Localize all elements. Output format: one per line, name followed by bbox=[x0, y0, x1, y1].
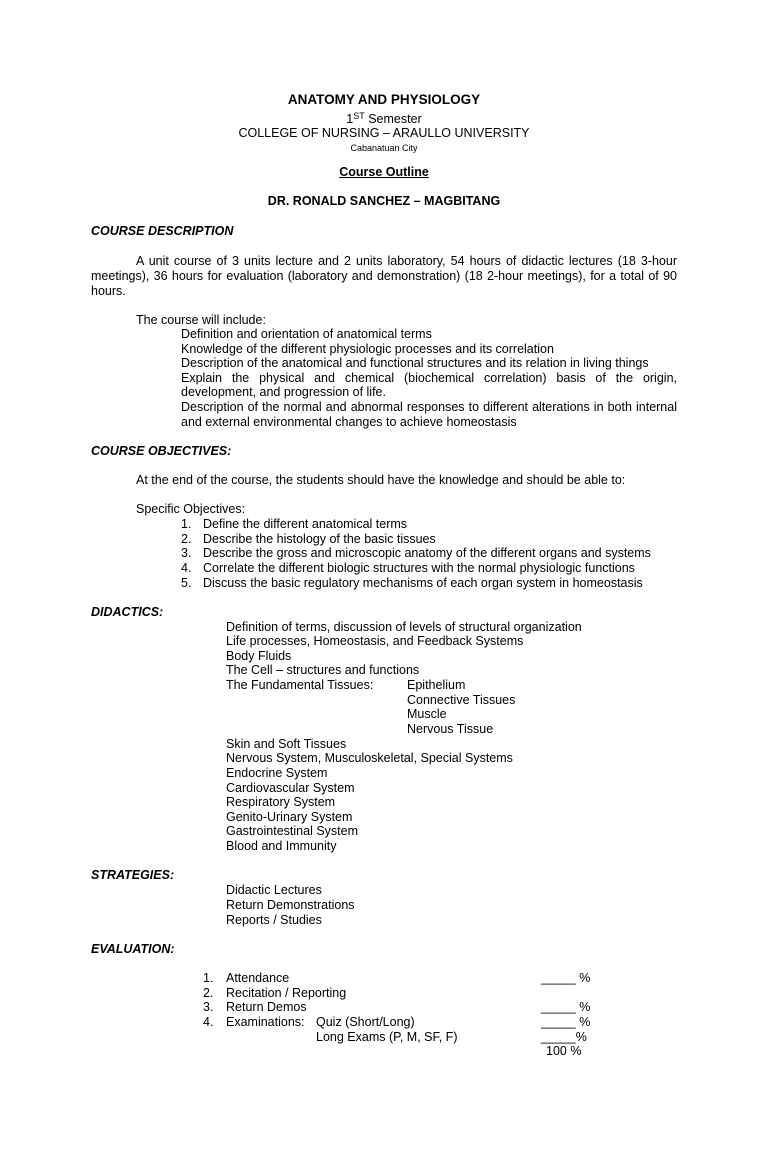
include-item: Explain the physical and chemical (biochemical correlation) basis of the origin, bbox=[181, 371, 677, 385]
objective-number: 1. bbox=[181, 517, 192, 531]
course-title: ANATOMY AND PHYSIOLOGY bbox=[287, 92, 481, 107]
semester-word: Semester bbox=[368, 112, 422, 126]
quiz-label: Quiz (Short/Long) bbox=[316, 1015, 415, 1029]
evaluation-text: Return Demos bbox=[226, 1000, 307, 1014]
tissue-item: Nervous Tissue bbox=[407, 722, 494, 736]
college-name: COLLEGE OF NURSING – ARAULLO UNIVERSITY bbox=[238, 126, 530, 140]
objective-text: Define the different anatomical terms bbox=[203, 517, 408, 531]
strategy-item: Didactic Lectures bbox=[226, 883, 322, 897]
evaluation-blank: _____% bbox=[541, 1030, 587, 1044]
didactics-item: The Cell – structures and functions bbox=[226, 663, 420, 677]
fundamental-tissues-label: The Fundamental Tissues: bbox=[226, 678, 374, 692]
objective-text: Correlate the different biologic structures with the normal physiologic functions bbox=[203, 561, 635, 575]
objective-text: Discuss the basic regulatory mechanisms of each organ system in homeostasis bbox=[203, 576, 643, 590]
objective-number: 2. bbox=[181, 532, 192, 546]
semester-number: 1 bbox=[346, 112, 354, 126]
include-item: Description of the normal and abnormal responses to different alterations in both internal bbox=[181, 400, 677, 414]
didactics-item: Life processes, Homeostasis, and Feedback Systems bbox=[226, 634, 524, 648]
course-description-heading: COURSE DESCRIPTION bbox=[91, 224, 234, 238]
strategy-item: Return Demonstrations bbox=[226, 898, 355, 912]
objectives-intro: At the end of the course, the students should have the knowledge and should be able to: bbox=[136, 473, 626, 487]
long-exams-label: Long Exams (P, M, SF, F) bbox=[316, 1030, 458, 1044]
description-line-2: meetings), 36 hours for evaluation (laboratory and demonstration) (18 2-hour meetings), for a total of 90 bbox=[91, 269, 677, 283]
didactics-item: Gastrointestinal System bbox=[226, 824, 358, 838]
include-item: Knowledge of the different physiologic processes and its correlation bbox=[181, 342, 554, 356]
include-item: Definition and orientation of anatomical terms bbox=[181, 327, 432, 341]
didactics-item: Respiratory System bbox=[226, 795, 336, 809]
include-item: and external environmental changes to achieve homeostasis bbox=[181, 415, 517, 429]
didactics-item: Blood and Immunity bbox=[226, 839, 337, 853]
include-item: Description of the anatomical and functional structures and its relation in living things bbox=[181, 356, 649, 370]
evaluation-blank: _____ % bbox=[541, 971, 591, 985]
objective-number: 3. bbox=[181, 546, 192, 560]
strategies-heading: STRATEGIES: bbox=[91, 868, 175, 882]
objective-text: Describe the gross and microscopic anatomy of the different organs and systems bbox=[203, 546, 651, 560]
didactics-item: Cardiovascular System bbox=[226, 781, 355, 795]
tissue-item: Epithelium bbox=[407, 678, 466, 692]
didactics-item: Genito-Urinary System bbox=[226, 810, 353, 824]
semester-line bbox=[0, 112, 768, 127]
evaluation-number: 4. bbox=[203, 1015, 214, 1029]
instructor-name: DR. RONALD SANCHEZ – MAGBITANG bbox=[267, 194, 501, 208]
objective-number: 5. bbox=[181, 576, 192, 590]
course-include-intro: The course will include: bbox=[136, 313, 266, 327]
evaluation-text: Attendance bbox=[226, 971, 290, 985]
didactics-heading: DIDACTICS: bbox=[91, 605, 164, 619]
didactics-item: Nervous System, Musculoskeletal, Special Systems bbox=[226, 751, 513, 765]
didactics-item: Body Fluids bbox=[226, 649, 292, 663]
evaluation-number: 2. bbox=[203, 986, 214, 1000]
description-line-3: hours. bbox=[91, 284, 126, 298]
tissue-item: Connective Tissues bbox=[407, 693, 516, 707]
objective-text: Describe the histology of the basic tissues bbox=[203, 532, 436, 546]
didactics-item: Skin and Soft Tissues bbox=[226, 737, 347, 751]
evaluation-total: 100 % bbox=[546, 1044, 582, 1058]
city-name: Cabanatuan City bbox=[350, 143, 418, 153]
evaluation-blank: _____ % bbox=[541, 1000, 591, 1014]
tissue-item: Muscle bbox=[407, 707, 447, 721]
description-line-1: A unit course of 3 units lecture and 2 units laboratory, 54 hours of didactic lectures (18 3-hour bbox=[136, 254, 677, 268]
evaluation-heading: EVALUATION: bbox=[91, 942, 175, 956]
course-objectives-heading: COURSE OBJECTIVES: bbox=[91, 444, 232, 458]
evaluation-text: Recitation / Reporting bbox=[226, 986, 347, 1000]
course-outline-heading: Course Outline bbox=[339, 165, 429, 179]
didactics-item: Endocrine System bbox=[226, 766, 328, 780]
evaluation-number: 3. bbox=[203, 1000, 214, 1014]
specific-objectives-label: Specific Objectives: bbox=[136, 502, 246, 516]
didactics-item: Definition of terms, discussion of levels of structural organization bbox=[226, 620, 582, 634]
evaluation-blank: _____ % bbox=[541, 1015, 591, 1029]
semester-suffix: ST bbox=[353, 111, 365, 121]
include-item: development, and progression of life. bbox=[181, 385, 386, 399]
evaluation-text: Examinations: bbox=[226, 1015, 305, 1029]
objective-number: 4. bbox=[181, 561, 192, 575]
strategy-item: Reports / Studies bbox=[226, 913, 322, 927]
evaluation-number: 1. bbox=[203, 971, 214, 985]
